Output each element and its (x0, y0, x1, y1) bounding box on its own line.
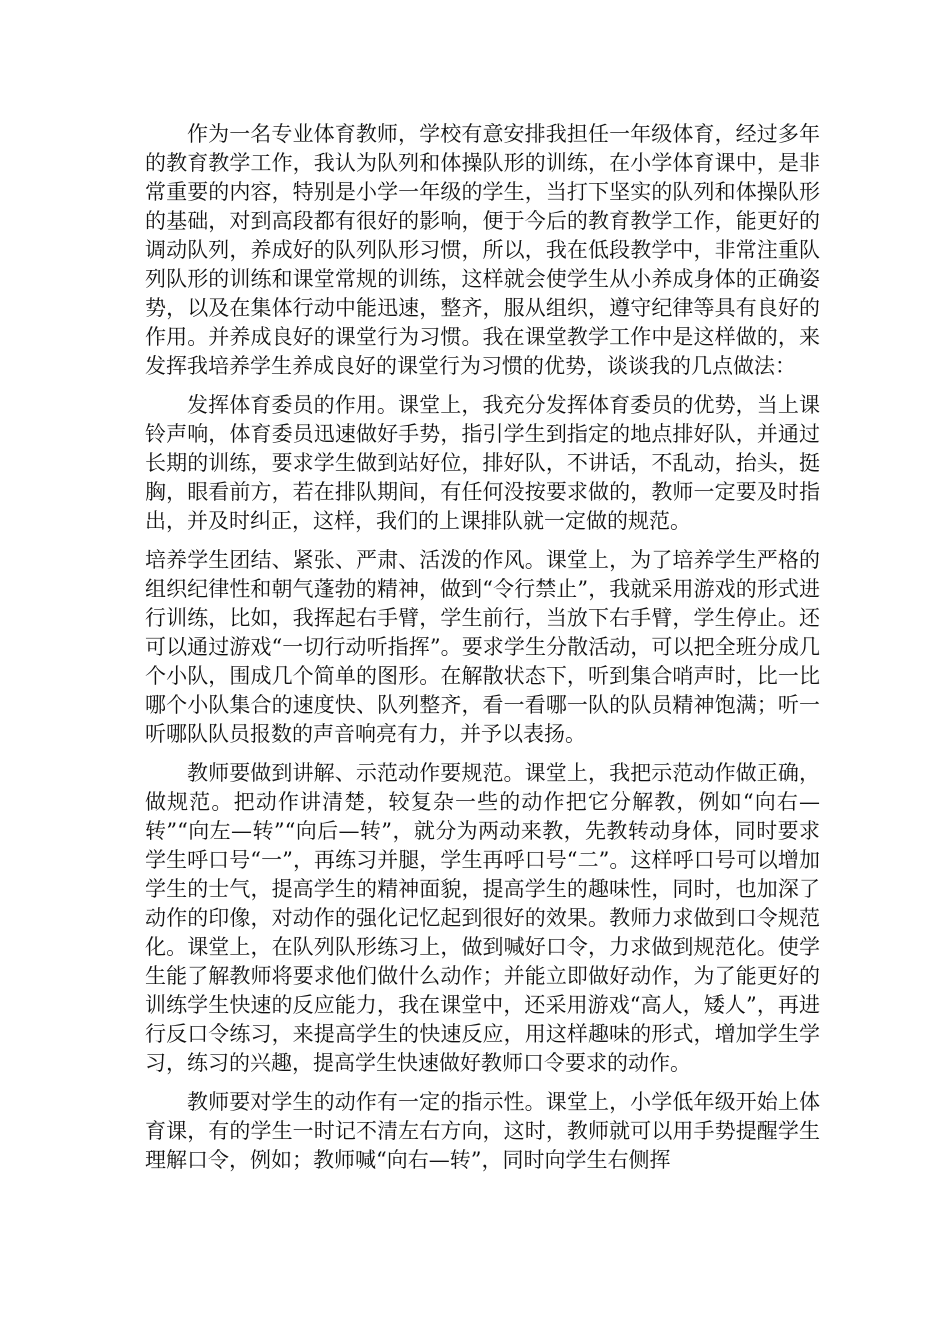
paragraph-demonstration: 教师要做到讲解、示范动作要规范。课堂上，我把示范动作做正确，做规范。把动作讲清楚，较复杂一些的动作把它分解教，例如“向右—转”“向左—转”“向后—转”，就分为两动来教，先教转动身体，同时要求学生呼口号“一”，再练习并腿，学生再呼口号“二”。这样呼口号可以增加学生的士气，提高学生的精神面貌，提高学生的趣味性，同时，也加深了动作的印像，对动作的强化记忆起到很好的效果。教师力求做到口令规范化。课堂上，在队列队形练习上，做到喊好口令，力求做到规范化。使学生能了解教师将要求他们做什么动作；并能立即做好动作，为了能更好的训练学生快速的反应能力，我在课堂中，还采用游戏“高人，矮人”，再进行反口令练习，来提高学生的快速反应，用这样趣味的形式，增加学生学习，练习的兴趣，提高学生快速做好教师口令要求的动作。 (145, 761, 820, 1075)
paragraph-team-style: 培养学生团结、紧张、严肃、活泼的作风。课堂上，为了培养学生严格的组织纪律性和朝气蓬勃的精神，做到“令行禁止”，我就采用游戏的形式进行训练，比如，我挥起右手臂，学生前行，当放下右手臂，学生停止。还可以通过游戏“一切行动听指挥”。要求学生分散活动，可以把全班分成几个小队，围成几个简单的图形。在解散状态下，听到集合哨声时，比一比哪个小队集合的速度快、队列整齐，看一看哪一队的队员精神饱满；听一听哪队队员报数的声音响亮有力，并予以表扬。 (145, 548, 820, 746)
paragraph-sports-committee: 发挥体育委员的作用。课堂上，我充分发挥体育委员的优势，当上课铃声响，体育委员迅速做好手势，指引学生到指定的地点排好队，并通过长期的训练，要求学生做到站好位，排好队，不讲话，不乱动，抬头，挺胸，眼看前方，若在排队期间，有任何没按要求做的，教师一定要及时指出，并及时纠正，这样，我们的上课排队就一定做的规范。 (145, 393, 820, 533)
document-page (145, 120, 820, 1185)
paragraph-intro: 作为一名专业体育教师，学校有意安排我担任一年级体育，经过多年的教育教学工作，我认为队列和体操队形的训练，在小学体育课中，是非常重要的内容，特别是小学一年级的学生，当打下坚实的队列和体操队形的基础，对到高段都有很好的影响，便于今后的教育教学工作，能更好的调动队列，养成好的队列队形习惯，所以，我在低段教学中，非常注重队列队形的训练和课堂常规的训练，这样就会使学生从小养成身体的正确姿势，以及在集体行动中能迅速，整齐，服从组织，遵守纪律等具有良好的作用。并养成良好的课堂行为习惯。我在课堂教学工作中是这样做的，来发挥我培养学生养成良好的课堂行为习惯的优势，谈谈我的几点做法： (145, 122, 820, 378)
paragraph-gesture-guidance: 教师要对学生的动作有一定的指示性。课堂上，小学低年级开始上体育课，有的学生一时记不清左右方向，这时，教师就可以用手势提醒学生理解口令，例如；教师喊“向右—转”，同时向学生右侧挥 (145, 1090, 820, 1172)
